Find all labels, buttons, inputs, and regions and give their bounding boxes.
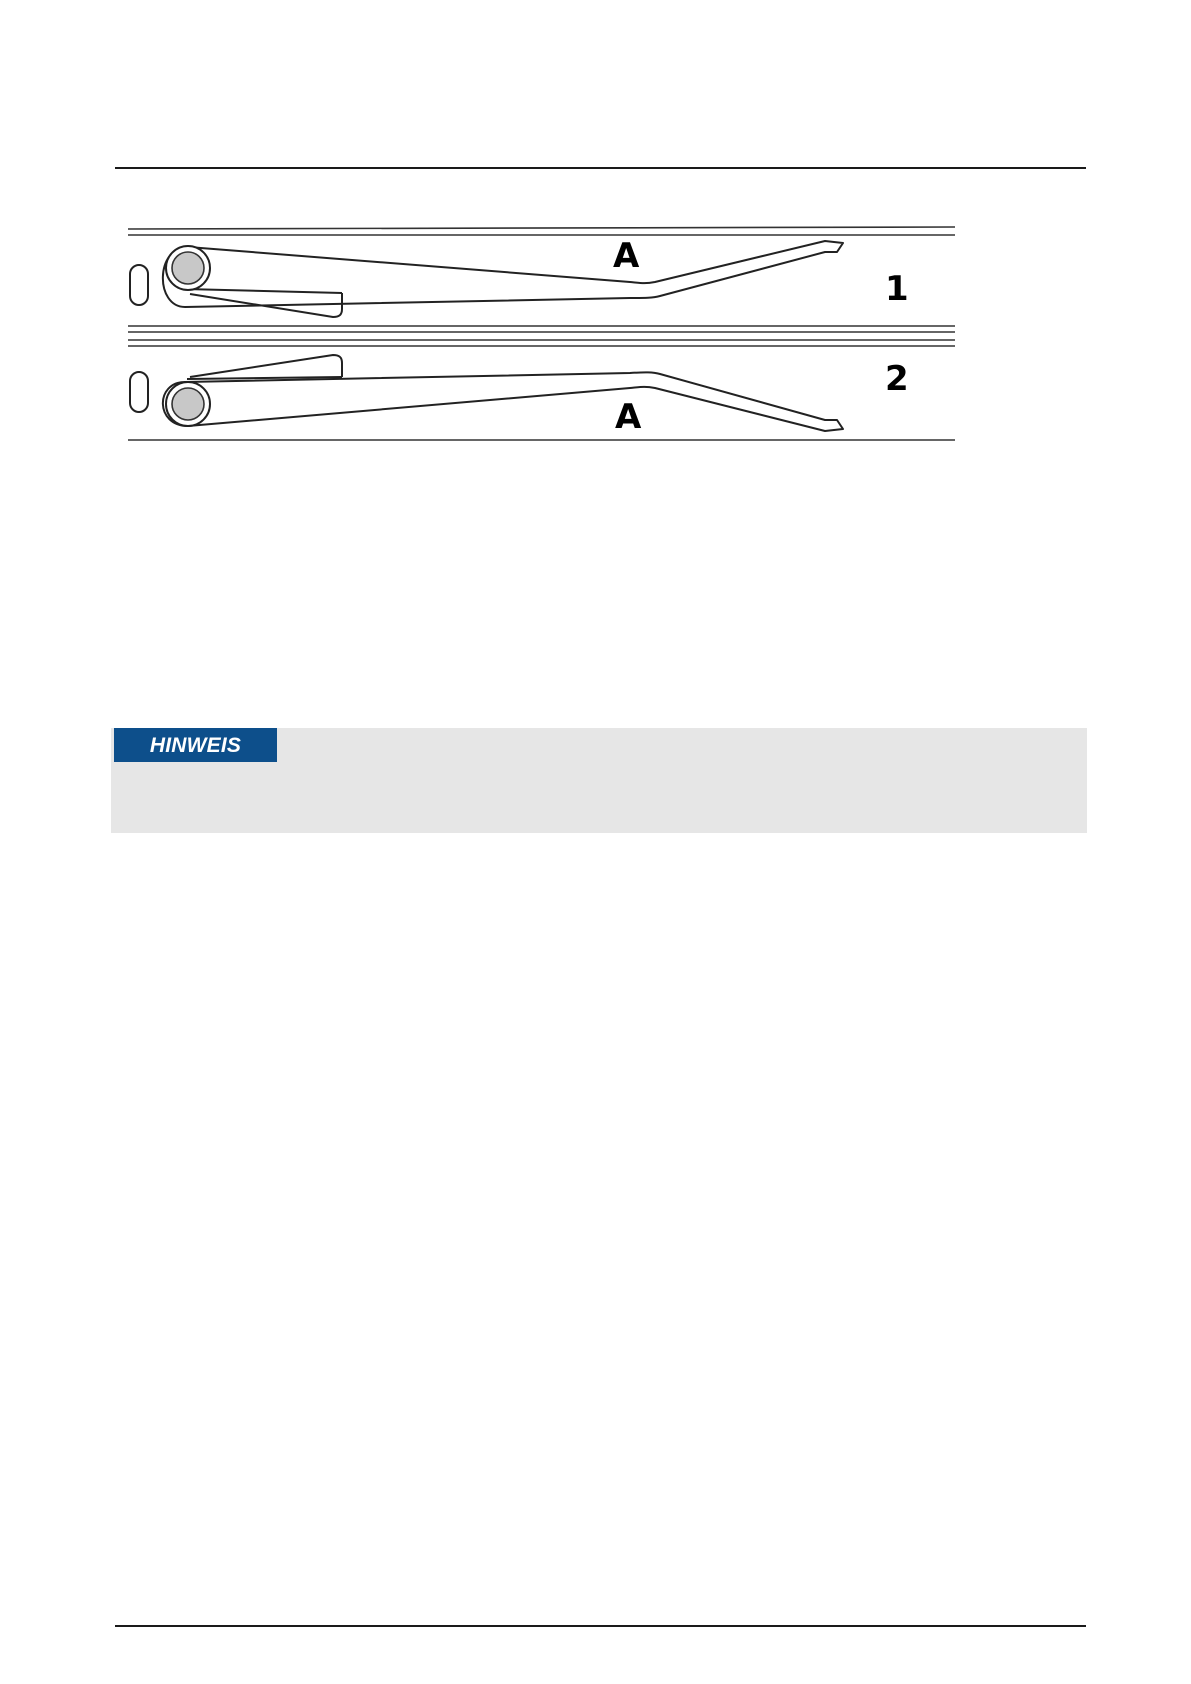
row-2-slot-icon bbox=[130, 372, 148, 412]
row-2-pivot-icon bbox=[172, 388, 204, 420]
row-1-number-label: 1 bbox=[885, 269, 909, 309]
header-rule bbox=[115, 167, 1086, 169]
row-2-number-label: 2 bbox=[885, 359, 909, 399]
footer-rule bbox=[115, 1625, 1086, 1627]
note-box bbox=[111, 728, 1087, 833]
row-1-wiper-arm bbox=[130, 241, 843, 317]
row-1-slot-icon bbox=[130, 265, 148, 305]
row-1-part-label: A bbox=[613, 236, 640, 276]
wiper-arm-diagram bbox=[125, 222, 965, 448]
row-2-wiper-arm bbox=[130, 355, 843, 431]
row-1-frame bbox=[128, 227, 955, 332]
note-badge: HINWEIS bbox=[114, 728, 277, 762]
row-2-frame bbox=[128, 340, 955, 440]
row-2-part-label: A bbox=[615, 397, 642, 437]
row-1-pivot-icon bbox=[172, 252, 204, 284]
wiper-arm-figure bbox=[125, 222, 965, 448]
